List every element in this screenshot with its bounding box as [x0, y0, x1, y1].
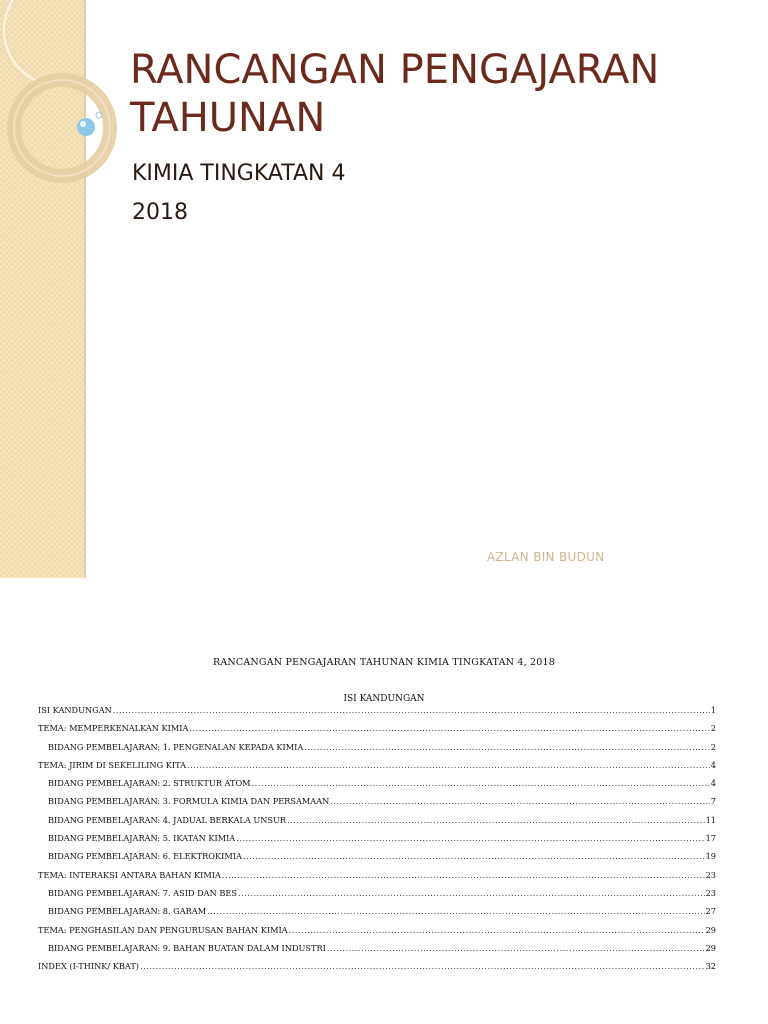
- toc-entry-label: BIDANG PEMBELAJARAN: 2. STRUKTUR ATOM: [48, 778, 251, 789]
- toc-entry-page: 2: [710, 741, 716, 752]
- toc-dot-leader: [289, 925, 705, 935]
- toc-entry[interactable]: [38, 723, 716, 741]
- cover-year: 2018: [132, 200, 188, 225]
- toc-dot-leader: [330, 796, 710, 806]
- blue-bubble-icon: [77, 118, 95, 136]
- toc-entry-page: 17: [705, 833, 716, 844]
- toc-dot-leader: [252, 778, 710, 788]
- cover-title-line-1: RANCANGAN PENGAJARAN: [130, 47, 660, 93]
- toc-heading: ISI KANDUNGAN: [343, 694, 425, 704]
- toc-entry[interactable]: [38, 906, 716, 924]
- toc-dot-leader: [187, 760, 710, 770]
- toc-dot-leader: [287, 815, 705, 825]
- toc-entry-label: BIDANG PEMBELAJARAN: 3. FORMULA KIMIA DAN PERSAMAAN: [48, 796, 330, 807]
- toc-entry[interactable]: [38, 760, 716, 778]
- toc-entry-page: 2: [710, 723, 716, 734]
- toc-entry-page: 32: [705, 961, 716, 972]
- table-of-contents: [38, 705, 716, 979]
- toc-entry[interactable]: [38, 943, 716, 961]
- toc-entry[interactable]: [38, 833, 716, 851]
- toc-entry[interactable]: [38, 925, 716, 943]
- toc-entry-label: BIDANG PEMBELAJARAN: 1. PENGENALAN KEPADA KIMIA: [48, 741, 304, 752]
- toc-dot-leader: [140, 961, 705, 971]
- toc-entry-label: ISI KANDUNGAN: [38, 705, 112, 715]
- cover-subtitle: KIMIA TINGKATAN 4: [132, 161, 346, 186]
- toc-entry-label: TEMA: INTERAKSI ANTARA BAHAN KIMIA: [38, 869, 221, 880]
- toc-entry-label: BIDANG PEMBELAJARAN: 9. BAHAN BUATAN DALAM INDUSTRI: [48, 942, 326, 953]
- toc-entry-page: 23: [705, 887, 716, 898]
- toc-entry-page: 29: [705, 942, 716, 953]
- toc-entry-label: TEMA: MEMPERKENALKAN KIMIA: [38, 723, 189, 734]
- toc-entry-page: 23: [705, 869, 716, 880]
- toc-entry-page: 19: [705, 851, 716, 862]
- toc-entry-label: BIDANG PEMBELAJARAN: 4. JADUAL BERKALA UNSUR: [48, 814, 287, 825]
- toc-entry-label: BIDANG PEMBELAJARAN: 5. IKATAN KIMIA: [48, 833, 236, 844]
- toc-entry-label: TEMA: PENGHASILAN DAN PENGURUSAN BAHAN KIMIA: [38, 924, 288, 935]
- toc-entry[interactable]: [38, 851, 716, 869]
- toc-dot-leader: [222, 870, 705, 880]
- cover-author: AZLAN BIN BUDUN: [487, 550, 605, 564]
- toc-entry-label: TEMA: JIRIM DI SEKELILING KITA: [38, 759, 187, 770]
- toc-entry-page: 7: [710, 796, 716, 807]
- toc-entry-label: BIDANG PEMBELAJARAN: 7. ASID DAN BES: [48, 887, 237, 898]
- toc-dot-leader: [238, 888, 705, 898]
- toc-entry-label: BIDANG PEMBELAJARAN: 8. GARAM: [48, 906, 207, 917]
- toc-entry-page: 4: [710, 759, 716, 770]
- toc-dot-leader: [113, 705, 710, 715]
- toc-entry[interactable]: [38, 815, 716, 833]
- toc-entry[interactable]: [38, 778, 716, 796]
- toc-dot-leader: [207, 906, 704, 916]
- toc-entry-label: INDEX (I-THINK/ KBAT): [38, 961, 140, 972]
- toc-entry[interactable]: [38, 796, 716, 814]
- toc-entry-page: 1: [710, 705, 716, 715]
- toc-entry-label: BIDANG PEMBELAJARAN: 6. ELEKTROKIMIA: [48, 851, 242, 862]
- toc-entry[interactable]: [38, 961, 716, 979]
- toc-dot-leader: [327, 943, 705, 953]
- toc-dot-leader: [304, 742, 710, 752]
- toc-dot-leader: [243, 851, 705, 861]
- toc-entry[interactable]: [38, 705, 716, 723]
- document-title: RANCANGAN PENGAJARAN TAHUNAN KIMIA TINGKATAN 4, 2018: [212, 657, 556, 668]
- decorative-rings-icon: [0, 0, 140, 200]
- toc-entry[interactable]: [38, 742, 716, 760]
- cover-title-line-2: TAHUNAN: [130, 95, 326, 141]
- toc-dot-leader: [236, 833, 704, 843]
- toc-entry[interactable]: [38, 888, 716, 906]
- toc-entry-page: 4: [710, 778, 716, 789]
- toc-dot-leader: [189, 723, 709, 733]
- toc-entry[interactable]: [38, 870, 716, 888]
- toc-entry-page: 11: [705, 814, 716, 825]
- toc-entry-page: 27: [705, 906, 716, 917]
- cover-title: [130, 46, 750, 142]
- toc-entry-page: 29: [705, 924, 716, 935]
